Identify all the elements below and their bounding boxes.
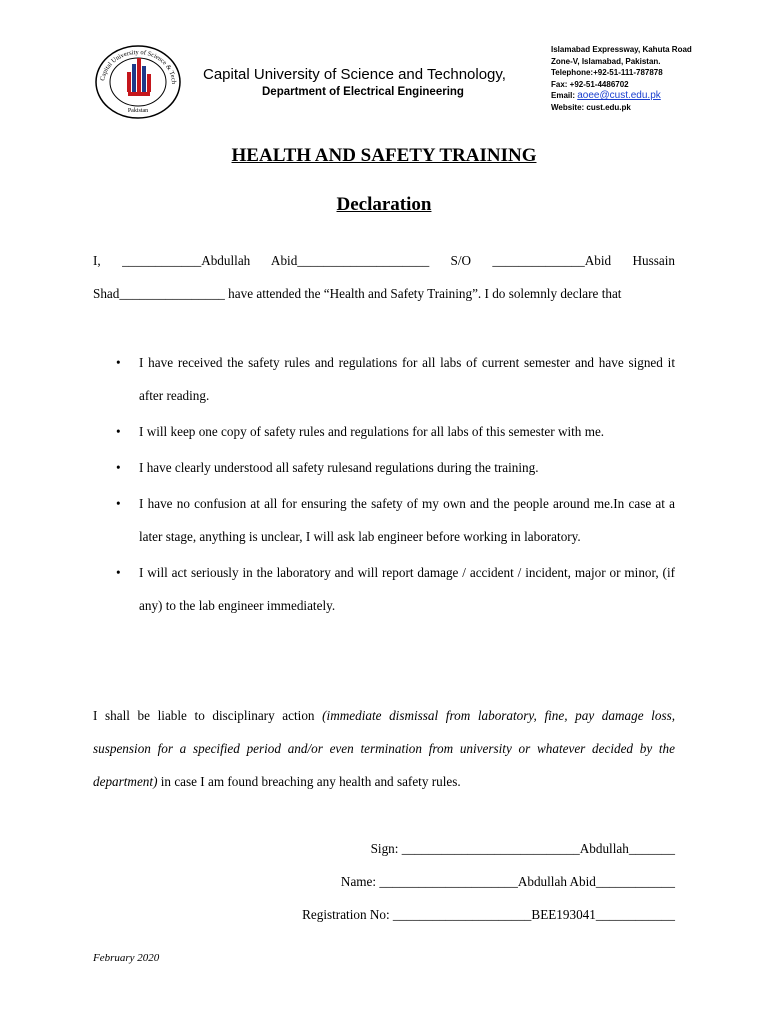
list-item (93, 451, 675, 484)
liability-italic: (immediate dismissal from laboratory, fine, pay damage loss, suspension for a specified period and/or even termination from university or whatever decided by the department) (93, 708, 676, 789)
document-title: HEALTH AND SAFETY TRAINING (231, 145, 537, 166)
document-subtitle: Declaration (336, 194, 432, 215)
fax: Fax: +92-51-4486702 (551, 79, 629, 89)
email-label: Email: (551, 91, 578, 100)
list-item (93, 346, 675, 412)
sign-line: Sign: ___________________________Abdullah_______ (370, 841, 675, 856)
address-line-1: Islamabad Expressway, Kahuta Road (551, 45, 692, 54)
list-item-text: I have no confusion at all for ensuring the safety of my own and the people around me.In case at a later stage, anything is unclear, I will ask lab engineer before working in laboratory. (139, 496, 675, 544)
bullet-icon: • (116, 496, 121, 511)
svg-text:Pakistan: Pakistan (127, 108, 149, 114)
bullet-icon: • (116, 424, 121, 439)
svg-text:Capital University of Science: Capital University of Science & Tech (99, 48, 178, 85)
email-row (551, 90, 692, 102)
liability-after: in case I am found breaching any health and safety rules. (157, 774, 461, 789)
name-line: Name: _____________________Abdullah Abid____________ (340, 874, 675, 889)
department-name: Department of Electrical Engineering (262, 86, 464, 98)
list-item-text: I will act seriously in the laboratory and will report damage / accident / incident, major or minor, (if any) to the lab engineer immediately. (139, 565, 675, 613)
university-name: Capital University of Science and Technology, (203, 66, 506, 83)
list-item (93, 487, 675, 553)
list-item-text: I have clearly understood all safety rulesand regulations during the training. (139, 460, 539, 475)
university-logo (94, 44, 182, 120)
contact-block (551, 44, 692, 113)
liability-before: I shall be liable to disciplinary action (93, 708, 323, 723)
registration-line: Registration No: _____________________BEE193041____________ (302, 907, 675, 922)
footer-date: February 2020 (93, 952, 160, 964)
address-line-2: Zone-V, Islamabad, Pakistan. (551, 56, 661, 66)
declaration-intro: I, ____________Abdullah Abid____________________ S/O ______________Abid Hussain Shad________________ have attended the “Health and Safety Training”. I do solemnly declare that (93, 253, 675, 301)
declaration-list (93, 346, 675, 625)
telephone: Telephone:+92-51-111-787878 (551, 68, 663, 77)
bullet-icon: • (116, 565, 121, 580)
list-item-text: I will keep one copy of safety rules and regulations for all labs of this semester with me. (139, 424, 605, 439)
bullet-icon: • (116, 460, 121, 475)
website: Website: cust.edu.pk (551, 102, 631, 112)
bullet-icon: • (116, 355, 121, 370)
liability-statement (93, 699, 675, 798)
list-item (93, 556, 675, 622)
list-item (93, 415, 675, 448)
list-item-text: I have received the safety rules and regulations for all labs of current semester and have signed it after reading. (139, 355, 675, 403)
email-link[interactable]: aoee@cust.edu.pk (577, 90, 661, 101)
